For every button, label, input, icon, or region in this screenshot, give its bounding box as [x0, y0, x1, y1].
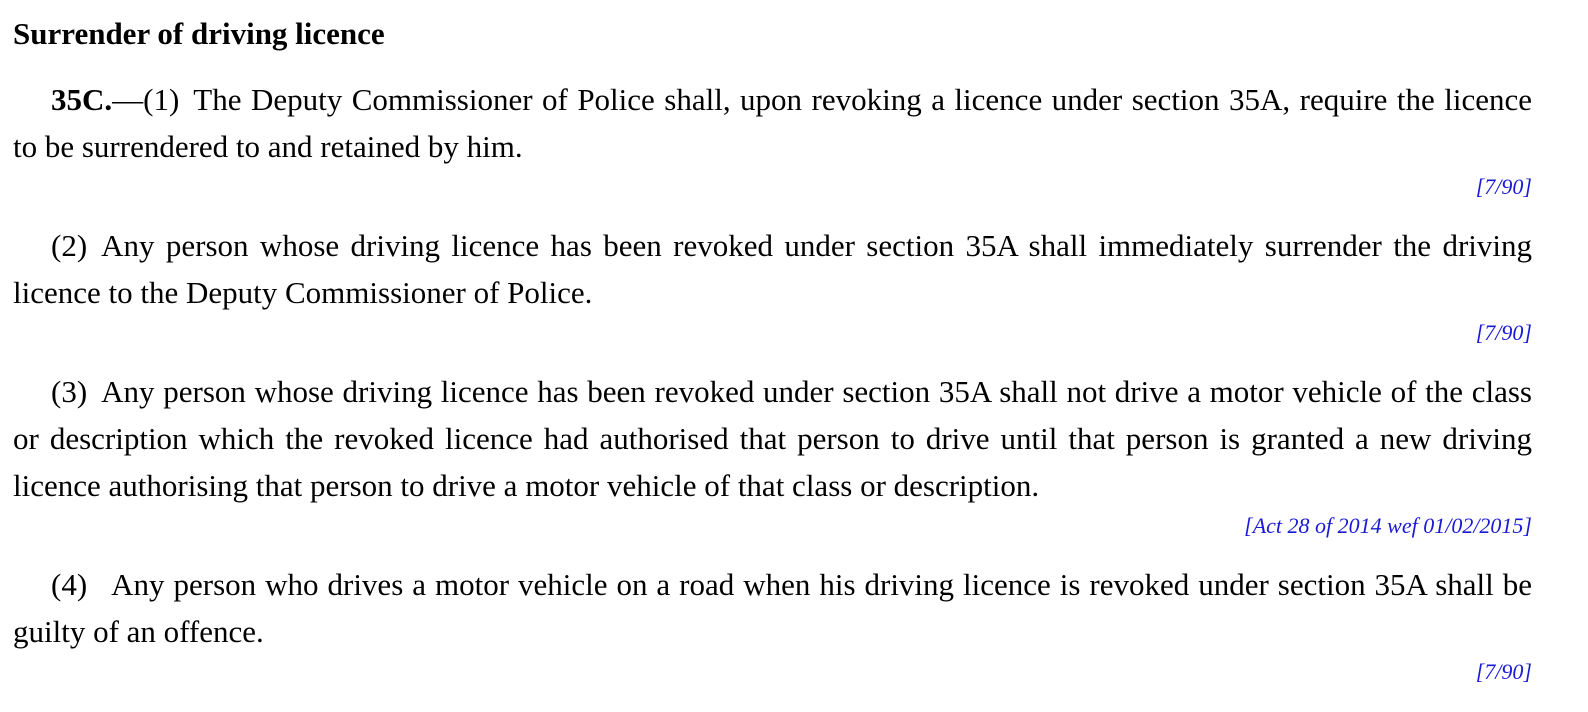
- amendment-note[interactable]: [7/90]: [1475, 174, 1532, 199]
- subsection-label: (2): [51, 228, 88, 263]
- section-heading: Surrender of driving licence: [13, 16, 385, 51]
- amendment-note[interactable]: [7/90]: [1475, 320, 1532, 345]
- subsection-text: Any person whose driving licence has been revoked under section 35A shall immediately surrender the driving licence to the Deputy Commissioner of Police.: [13, 228, 1532, 310]
- section-number: 35C.: [51, 82, 113, 117]
- section-dash: —: [112, 82, 144, 117]
- subsection-1: [13, 76, 1532, 170]
- amendment-note[interactable]: [Act 28 of 2014 wef 01/02/2015]: [1244, 513, 1532, 538]
- subsection-3: [13, 368, 1532, 509]
- subsection-text: Any person who drives a motor vehicle on a road when his driving licence is revoked under section 35A shall be guilty of an offence.: [13, 567, 1532, 649]
- subsection-text: Any person whose driving licence has been revoked under section 35A shall not drive a motor vehicle of the class or description which the revoked licence had authorised that person to drive until that person is granted a new driving licence authorising that person to drive a motor vehicle of that class or description.: [13, 374, 1532, 503]
- amendment-note[interactable]: [7/90]: [1475, 659, 1532, 684]
- subsection-label: (4): [51, 567, 88, 602]
- subsection-label: (1): [143, 82, 180, 117]
- subsection-label: (3): [51, 374, 88, 409]
- subsection-4: [13, 561, 1532, 655]
- subsection-2: [13, 222, 1532, 316]
- subsection-text: The Deputy Commissioner of Police shall, upon revoking a licence under section 35A, require the licence to be surrendered to and retained by him.: [13, 82, 1532, 164]
